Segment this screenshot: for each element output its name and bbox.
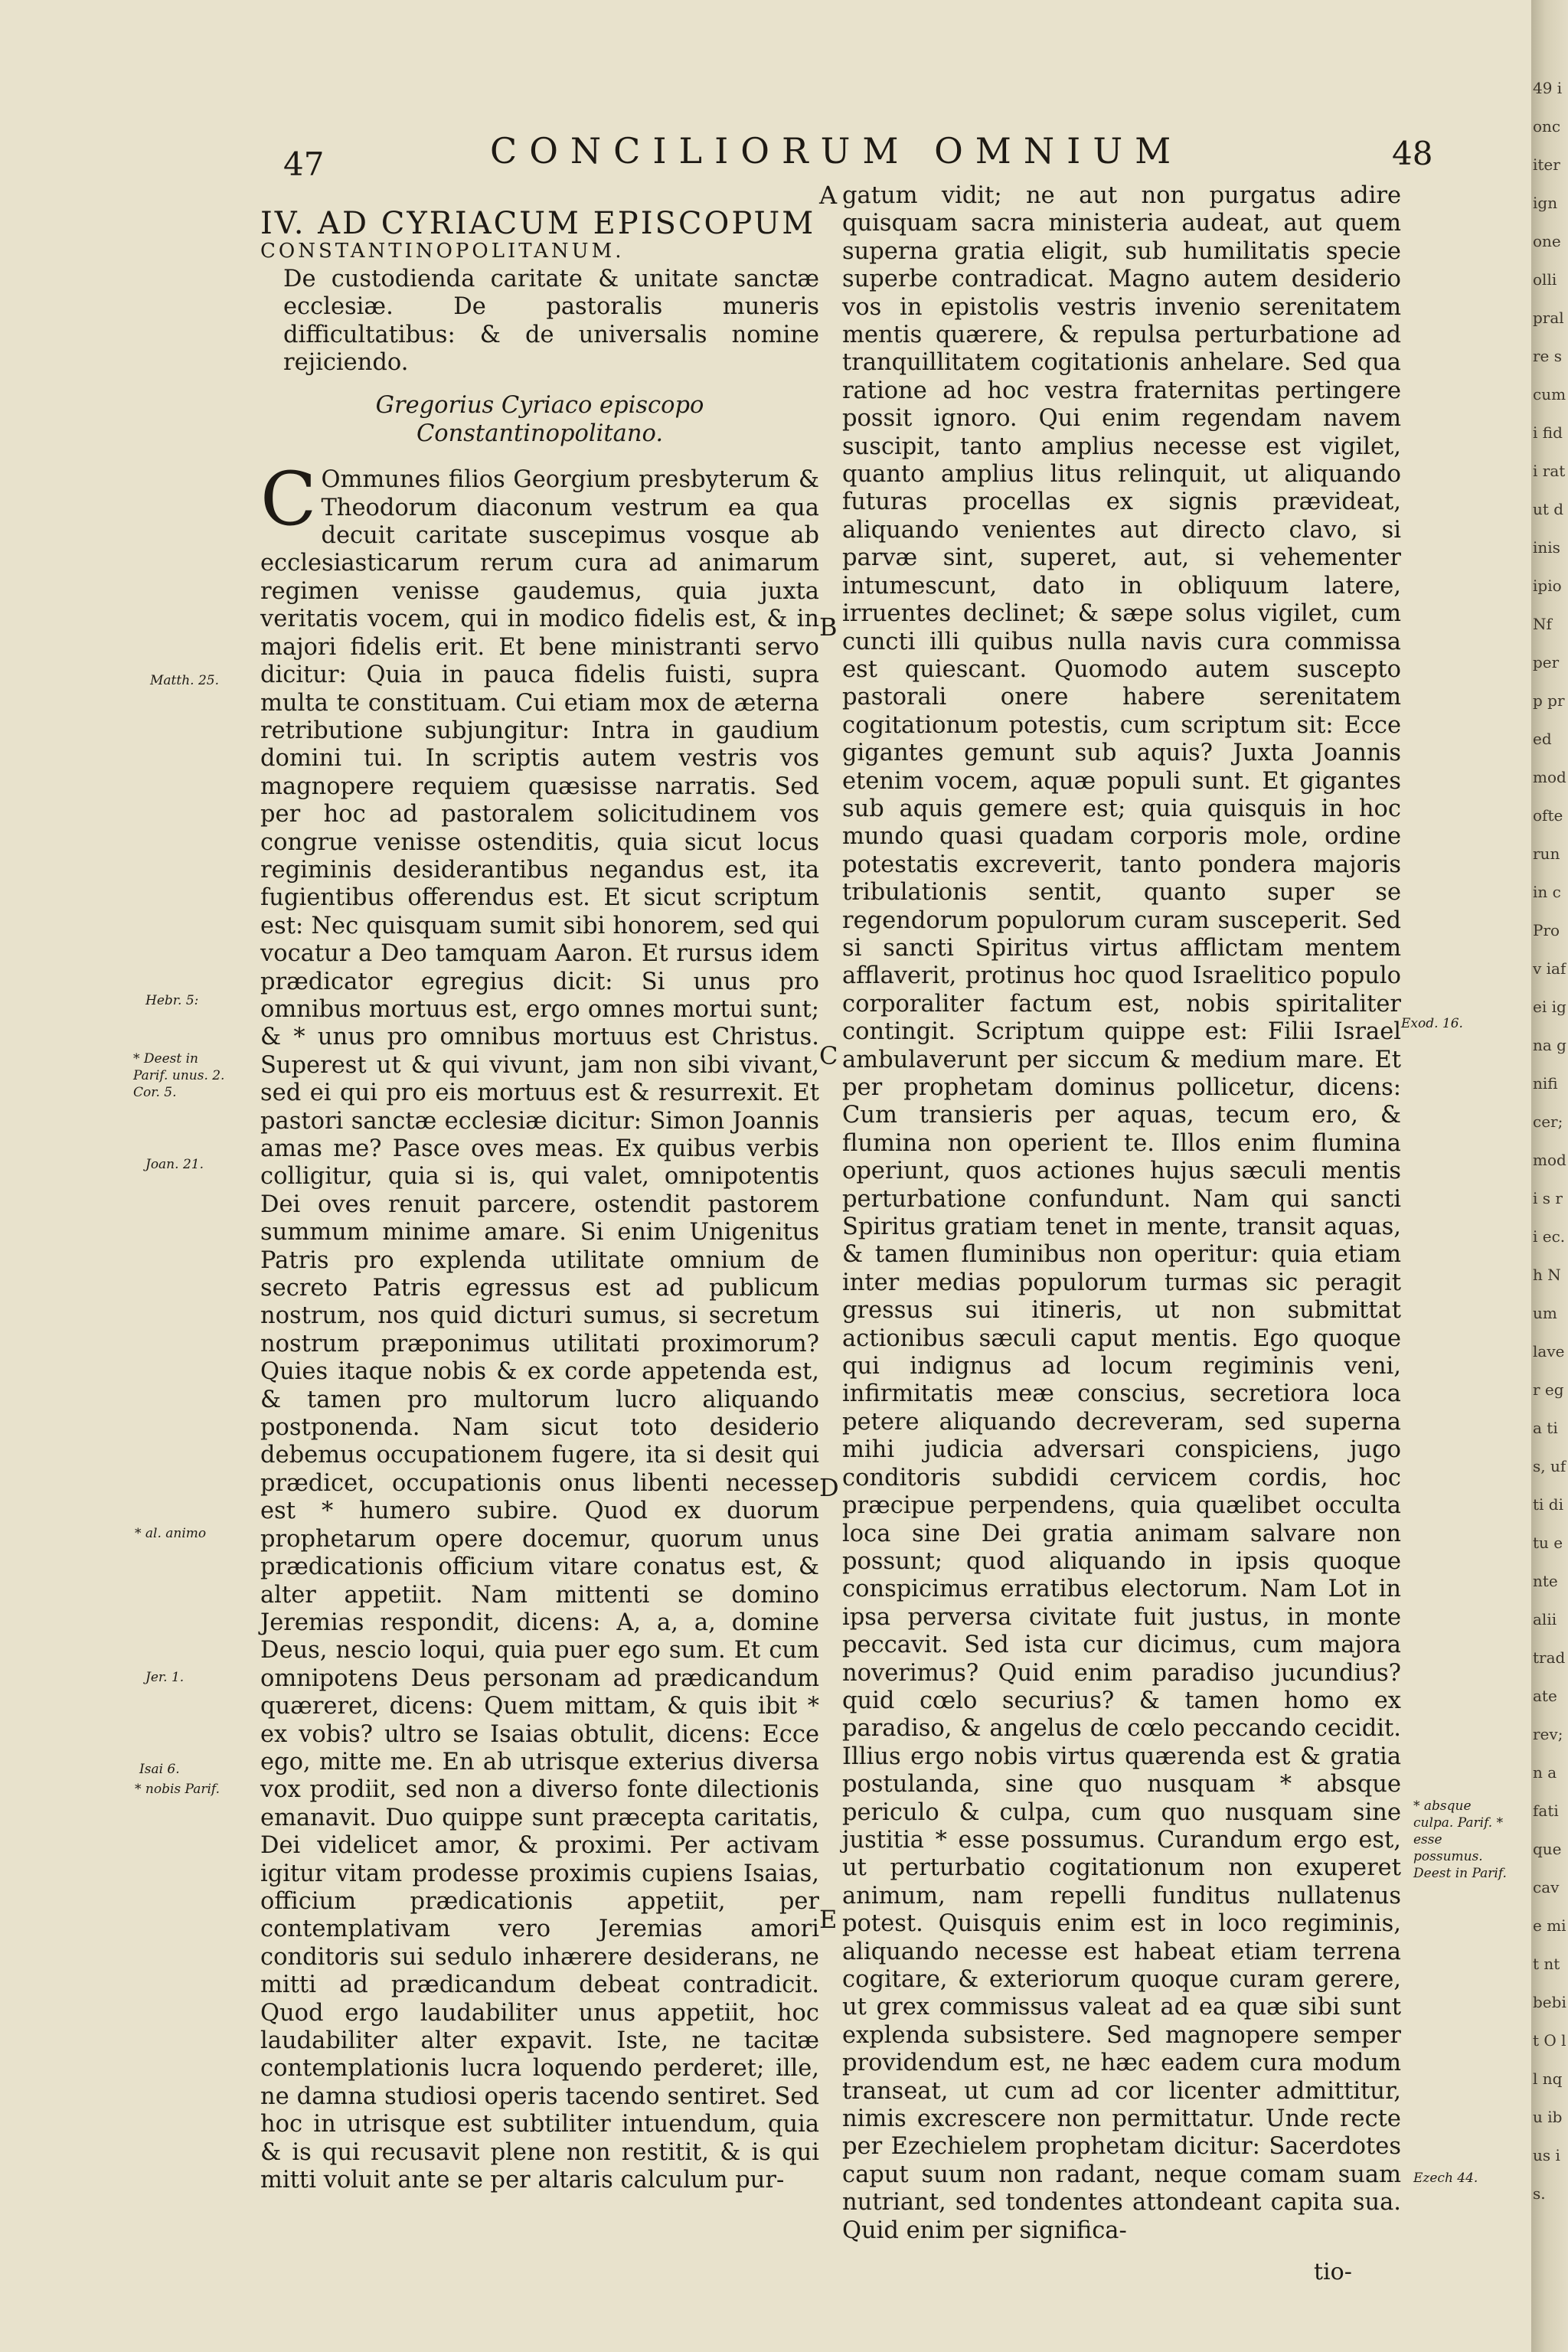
section-letter-c: C	[819, 1041, 838, 1070]
margin-note-animo: * al. animo	[135, 1526, 207, 1541]
letter-heading: IV. AD CYRIACUM EPISCOPUM	[260, 206, 816, 241]
section-letter-e: E	[819, 1905, 838, 1934]
margin-note-deest: * Deest in Parif. unus. 2. Cor. 5.	[133, 1051, 225, 1100]
section-letter-a: A	[819, 181, 838, 210]
drop-initial: C	[260, 456, 317, 543]
letter-summary: De custodienda caritate & unitate sanctæ ecclesiæ. De pastoralis muneris difficultatibus: & de universalis nomine rejiciendo.	[283, 265, 819, 377]
page-number-right: 48	[1392, 135, 1433, 172]
margin-note-jer: Jer. 1.	[145, 1670, 185, 1685]
left-column	[260, 206, 819, 2194]
margin-note-absque: * absque culpa. Parif. * esse possumus. Deest in Parif.	[1413, 1798, 1507, 1881]
adjacent-page-fragment: 49 ionc iter ign one olli pral re s cumi fidi rat ut d inis ipio Nf perp pred mod ofte run in c Prov iafei igna gnifi cer; modi s ri ec. h Num laver ega tis, ufti ditu ente alii trad ate rev; n a fati que cave mit nt bebit O ll nqu ibus is.	[1533, 79, 1566, 2203]
margin-note-nobis: * nobis Parif.	[135, 1782, 220, 1797]
letter-dedication: Gregorius Cyriaco episcopo Constantinopolitano.	[375, 392, 704, 447]
body-paragraph-left	[260, 456, 819, 2194]
section-letter-d: D	[819, 1473, 839, 1502]
margin-note-joan: Joan. 21.	[145, 1157, 204, 1172]
margin-note-ezech: Ezech 44.	[1413, 2171, 1478, 2186]
body-text-left: Ommunes filios Georgium presbyterum & Theodorum diaconum vestrum ea qua decuit caritate suscepimus vosque ab ecclesiasticarum rerum cura ad animarum regimen venisse gaudemus, quia juxta veritatis vocem, qui in modico fidelis est, & in majori fidelis erit. Et bene ministranti servo dicitur: Quia in pauca fidelis fuisti, supra multa te constituam. Cui etiam mox de æterna retributione subjungitur: Intra in gaudium domini tui. In scriptis autem vestris vos magnopere requiem quæsisse narratis. Sed per hoc ad pastoralem solicitudinem vos congrue venisse ostenditis, quia sicut locus regiminis desiderantibus negandus est, ita fugientibus offerendus est. Et sicut scriptum est: Nec quisquam sumit sibi honorem, sed qui vocatur a Deo tamquam Aaron. Et rursus idem prædicator egregius dicit: Si unus pro omnibus mortuus est, ergo omnes mortui sunt; & * unus pro omnibus mortuus est Christus. Superest ut & qui vivunt, jam non sibi vivant, sed ei qui pro eis mortuus est & resurrexit. Et pastori sanctæ ecclesiæ dicitur: Simon Joannis amas me? Pasce oves meas. Ex quibus verbis colligitur, quia si is, qui valet, omnipotentis Dei oves renuit parcere, ostendit pastorem summum minime amare. Si enim Unigenitus Patris pro explenda utilitate omnium de secreto Patris egressus est ad publicum nostrum, nos quid dicturi sumus, si secretum nostrum præponimus utilitati proximorum? Quies itaque nobis & ex corde appetenda est, & tamen pro multorum lucro aliquando postponenda. Nam sicut toto desiderio debemus occupationem fugere, ita si desit qui prædicet, occupationis onus libenti necesse est * humero subire. Quod ex duorum prophetarum opere docemur, quorum unus prædicationis officium vitare conatus est, & alter appetiit. Nam mittenti se domino Jeremias respondit, dicens: A, a, a, domine Deus, nescio loqui, quia puer ego sum. Et cum omnipotens Deus personam ad prædicandum quæreret, dicens: Quem mittam, & quis ibit * ex vobis? ultro se Isaias obtulit, dicens: Ecce ego, mitte me. En ab utrisque exterius diversa vox prodiit, sed non a diverso fonte dilectionis emanavit. Duo quippe sunt præcepta caritatis, Dei videlicet amor, & proximi. Per activam igitur vitam prodesse proximis cupiens Isaias, officium prædicationis appetiit, per contemplativam vero Jeremias amori conditoris sui sedulo inhærere desiderans, ne mitti ad prædicandum debeat contradicit. Quod ergo laudabiliter unus appetiit, hoc laudabiliter alter expavit. Iste, ne tacitæ contemplationis lucra loquendo perderet; ille, ne damna studiosi operis tacendo sentiret. Sed hoc in utrisque est subtiliter intuendum, quia & is qui recusavit plene non restitit, & is qui mitti voluit ante se per altaris calculum pur-	[260, 466, 819, 2194]
margin-note-isai: Isai 6.	[139, 1762, 180, 1777]
page-number-left: 47	[283, 145, 325, 183]
right-column	[842, 182, 1401, 2245]
section-letter-b: B	[819, 612, 838, 642]
margin-note-exod: Exod. 16.	[1401, 1016, 1463, 1031]
running-title: CONCILIORUM OMNIUM	[490, 130, 1184, 172]
catchword: tio-	[1314, 2259, 1352, 2285]
margin-note-hebr: Hebr. 5:	[145, 993, 199, 1008]
letter-subheading: CONSTANTINOPOLITANUM.	[260, 240, 625, 263]
margin-note-matth: Matth. 25.	[150, 673, 219, 688]
body-text-right: gatum vidit; ne aut non purgatus adire quisquam sacra ministeria audeat, aut quem superna gratia eligit, sub humilitatis specie superbe contradicat. Magno autem desiderio vos in epistolis vestris invenio serenitatem mentis quærere, & repulsa perturbatione ad tranquillitatem cogitationis anhelare. Sed qua ratione ad hoc vestra fraternitas pertingere possit ignoro. Qui enim regendam navem suscipit, tanto amplius necesse est vigilet, quanto amplius litus relinquit, ut aliquando futuras procellas ex signis prævideat, aliquando venientes aut directo clavo, si parvæ sint, superet, aut, si vehementer intumescunt, dato in obliquum latere, irruentes declinet; & sæpe solus vigilet, cum cuncti illi quibus nulla navis cura commissa est quiescant. Quomodo autem suscepto pastorali onere habere serenitatem cogitationum potestis, cum scriptum sit: Ecce gigantes gemunt sub aquis? Juxta Joannis etenim vocem, aquæ populi sunt. Et gigantes sub aquis gemere est; quia quisquis in hoc mundo quasi quadam corporis mole, ordine potestatis excreverit, tanto pondera majoris tribulationis sentit, quanto super se regendorum populorum curam susceperit. Sed si sancti Spiritus virtus afflictam mentem afflaverit, protinus hoc quod Israelitico populo corporaliter factum est, nobis spiritaliter contingit. Scriptum quippe est: Filii Israel ambulaverunt per siccum & medium mare. Et per prophetam dominus pollicetur, dicens: Cum transieris per aquas, tecum ero, & flumina non operient te. Illos enim flumina operiunt, quos actiones hujus sæculi mentis perturbatione confundunt. Nam qui sancti Spiritus gratiam tenet in mente, transit aquas, & tamen fluminibus non operitur: quia etiam inter medias populorum turmas sic peragit gressus sui itineris, ut non submittat actionibus sæculi caput mentis. Ego quoque qui indignus ad locum regiminis veni, infirmitatis meæ conscius, secretiora loca petere aliquando decreveram, sed superna mihi judicia adversari conspiciens, jugo conditoris subdidi cervicem cordis, hoc præcipue perpendens, quia quælibet occulta loca sine Dei gratia animam salvare non possunt; quod aliquando in ipsis quoque conspicimus erratibus electorum. Nam Lot in ipsa perversa civitate fuit justus, in monte peccavit. Sed ista cur dicimus, cum majora noverimus? Quid enim paradiso jucundius? quid cœlo securius? & tamen homo ex paradiso, & angelus de cœlo peccando cecidit. Illius ergo nobis virtus quærenda est & gratia postulanda, sine quo nusquam * absque periculo & culpa, cum quo nusquam sine justitia * esse possumus. Curandum ergo est, ut perturbatio cogitationum non exuperet animum, nam repelli funditus nullatenus potest. Quisquis enim est in loco regiminis, aliquando necesse est habeat etiam terrena cogitare, & exteriorum quoque curam gerere, ut grex commissus valeat ad ea quæ sibi sunt explenda subsistere. Sed magnopere semper providendum est, ne hæc eadem cura modum transeat, ut cum ad cor licenter admittitur, nimis excrescere non permittatur. Unde recte per Ezechielem prophetam dicitur: Sacerdotes caput suum non radant, neque comam suam nutriant, sed tondentes attondeant capita sua. Quid enim per significa-	[842, 182, 1401, 2244]
